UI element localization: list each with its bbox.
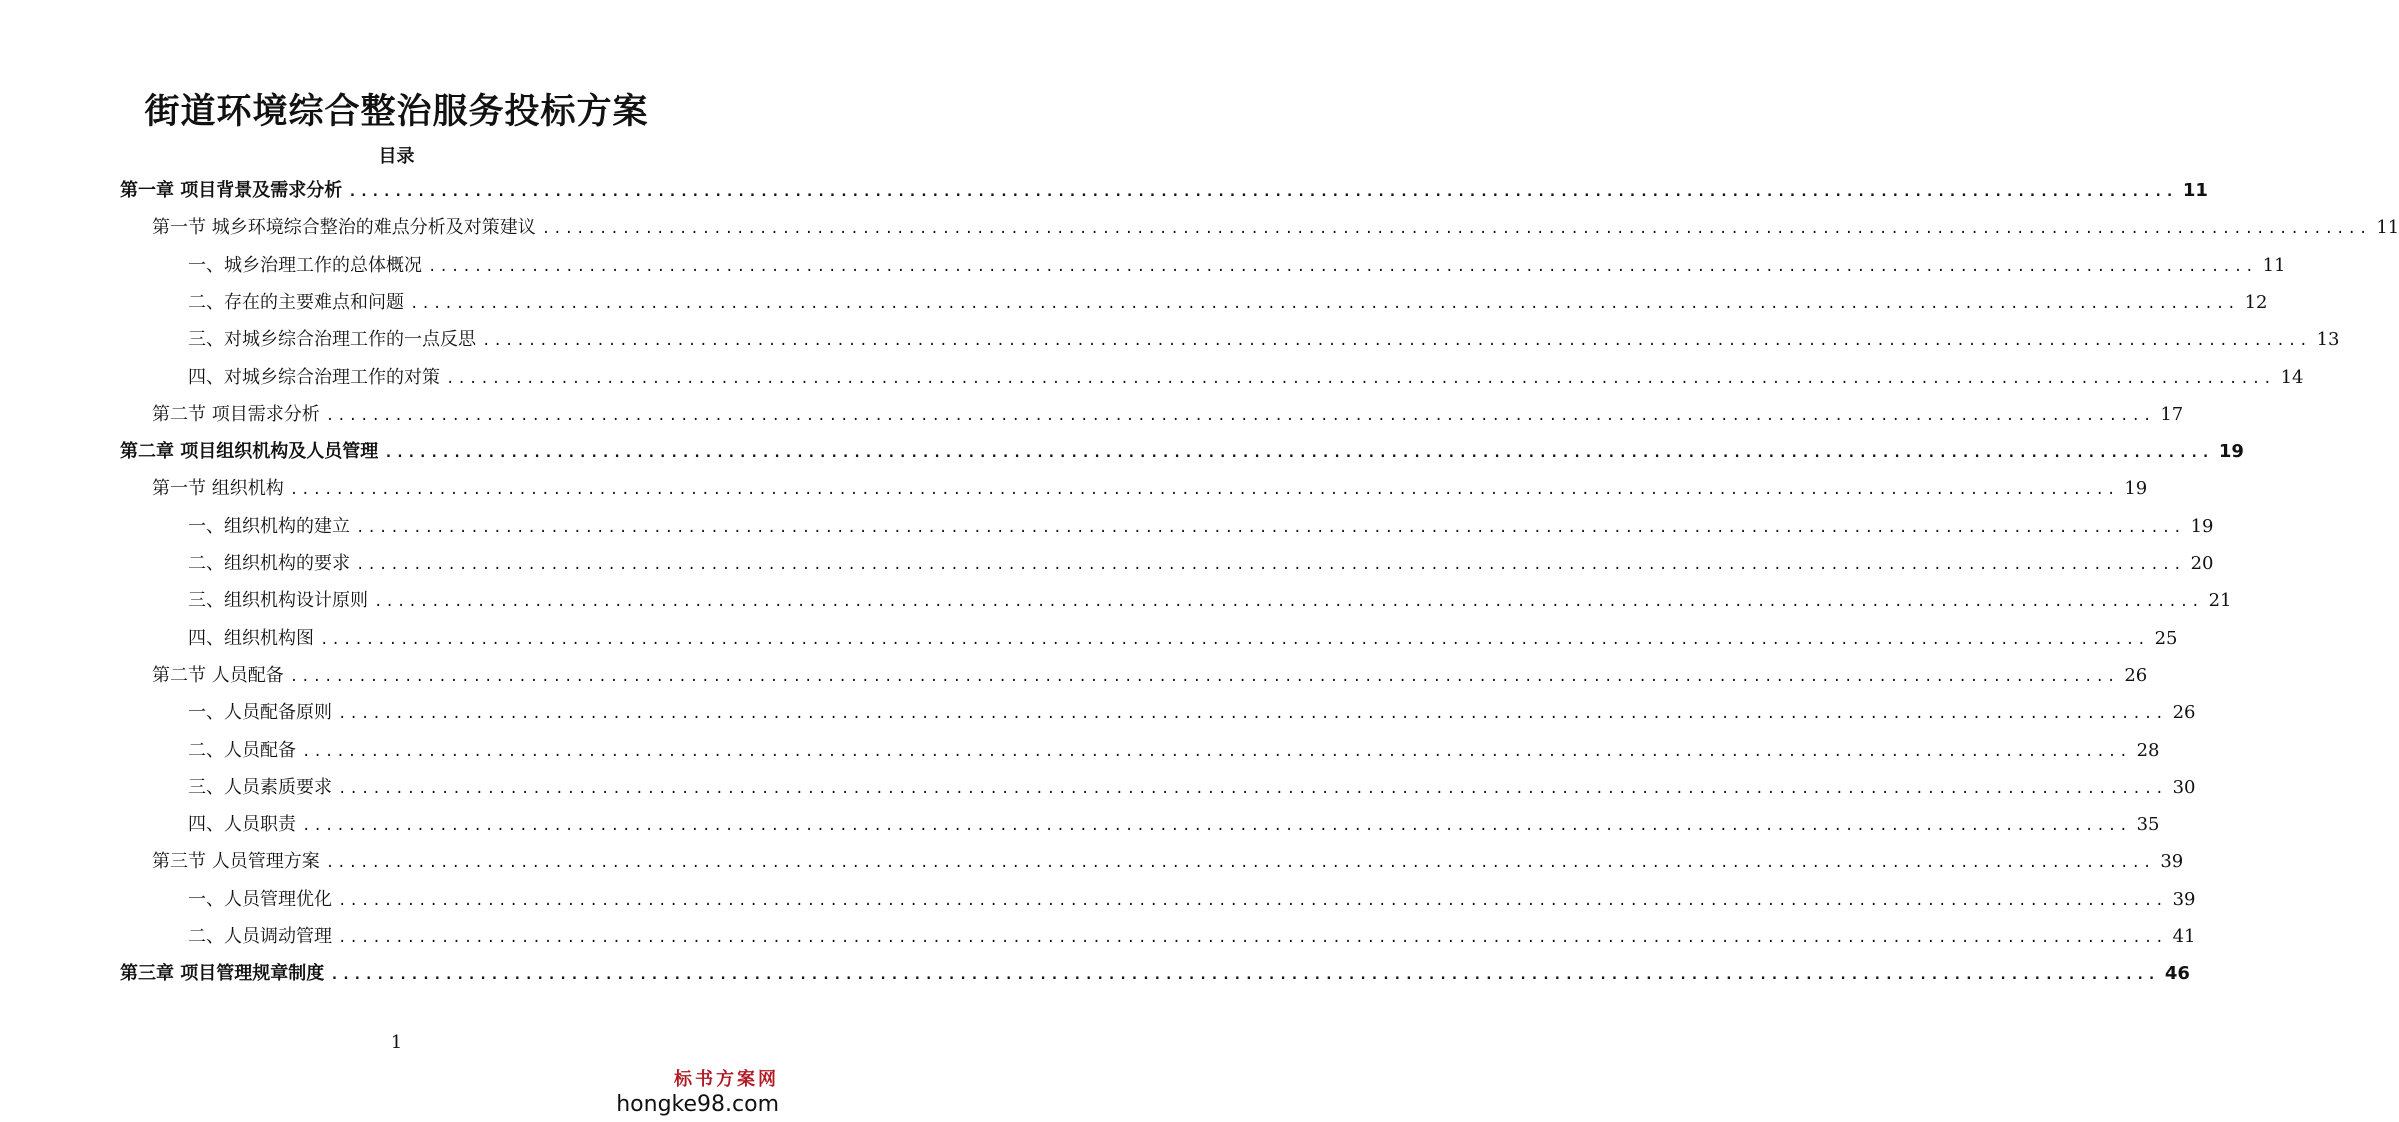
toc-entry-label: 一、人员配备原则 [188,702,332,724]
toc-entry-label: 第三章 项目管理规章制度 [120,963,325,985]
toc-dot-leader: ................................................................................................................................................................ [302,818,2131,835]
toc-dot-leader: ................................................................................................................................................................ [410,295,2239,312]
toc-entry-page: 46 [2164,963,2190,985]
toc-entry-label: 第一节 城乡环境综合整治的难点分析及对策建议 [152,217,536,239]
toc-entry-page: 26 [2172,702,2196,724]
toc-entry-page: 39 [2172,888,2196,910]
toc-entry-label: 四、组织机构图 [188,627,314,649]
toc-dot-leader: ................................................................................................................................................................ [356,557,2185,573]
toc-dot-leader: ................................................................................................................................................................ [374,594,2203,611]
toc-entry[interactable] [188,288,2268,318]
toc-entry-page: 21 [2208,590,2232,612]
toc-dot-leader: ................................................................................................................................................................ [482,333,2311,350]
toc-entry-label: 二、组织机构的要求 [188,553,350,574]
toc-entry-page: 28 [2136,739,2160,761]
toc-entry-label: 三、组织机构设计原则 [188,590,368,612]
toc-entry-label: 第一章 项目背景及需求分析 [120,180,343,201]
toc-entry-page: 26 [2124,664,2148,686]
toc-dot-leader: ................................................................................................................................................................ [330,967,2159,984]
toc-entry[interactable] [152,661,2148,691]
toc-entry-page: 19 [2190,515,2214,537]
toc-dot-leader: ................................................................................................................................................................ [302,743,2131,760]
toc-entry-page: 19 [2124,478,2148,500]
toc-entry[interactable] [188,624,2178,654]
toc-entry-page: 12 [2244,291,2268,313]
toc-entry[interactable] [152,213,2399,243]
toc-dot-leader: ................................................................................................................................................................ [446,370,2275,387]
toc-dot-leader: ................................................................................................................................................................ [325,407,2155,424]
watermark-brand: 标书方案网 [674,1069,779,1090]
toc-entry-page: 20 [2190,553,2214,574]
toc-entry-label: 一、城乡治理工作的总体概况 [188,254,422,276]
toc-entry[interactable] [188,549,2214,579]
toc-entry-page: 11 [2182,180,2208,201]
toc-entry-label: 四、人员职责 [188,814,296,836]
toc-entry[interactable] [152,474,2148,504]
toc-entry-label: 三、对城乡综合治理工作的一点反思 [188,329,476,351]
toc-entry-label: 三、人员素质要求 [188,776,332,798]
toc-entry-label: 一、人员管理优化 [188,888,332,910]
toc-dot-leader: ................................................................................................................................................................ [338,892,2167,909]
toc-entry[interactable] [152,847,2184,877]
toc-entry-label: 二、人员调动管理 [188,926,332,947]
toc-entry-label: 二、人员配备 [188,739,296,761]
toc-dot-leader: ................................................................................................................................................................ [338,780,2167,797]
toc-entry-page: 35 [2136,814,2160,836]
toc-entry[interactable] [120,176,2208,206]
toc-dot-leader: ................................................................................................................................................................ [338,930,2167,946]
watermark [616,1068,779,1118]
toc-entry-page: 30 [2172,776,2196,798]
toc-entry-label: 一、组织机构的建立 [188,515,350,537]
toc-dot-leader: ................................................................................................................................................................ [320,631,2149,648]
toc-entry[interactable] [152,400,2184,430]
toc-entry[interactable] [188,251,2286,281]
toc-entry-label: 第三节 人员管理方案 [152,851,320,873]
toc-entry-label: 第二节 项目需求分析 [152,403,320,425]
toc-entry[interactable] [188,736,2160,766]
toc-entry[interactable] [188,325,2340,355]
toc-entry[interactable] [188,773,2196,803]
toc-entry-label: 第一节 组织机构 [152,478,284,500]
toc-entry-page: 39 [2160,851,2184,873]
toc-dot-leader: ................................................................................................................................................................ [356,519,2185,536]
toc-entry-label: 第二节 人员配备 [152,664,284,686]
page-number: 1 [390,1032,403,1053]
toc-entry-page: 41 [2172,926,2196,947]
toc-dot-leader: ................................................................................................................................................................ [289,482,2119,499]
toc-entry[interactable] [120,437,2244,467]
toc-entry-page: 11 [2262,254,2286,276]
toc-entry[interactable] [188,586,2232,616]
toc-entry[interactable] [188,512,2214,542]
toc-entry-label: 二、存在的主要难点和问题 [188,291,404,313]
toc-entry-page: 25 [2154,627,2178,649]
toc-heading: 目录 [378,146,415,167]
toc-entry-label: 第二章 项目组织机构及人员管理 [120,441,379,463]
toc-dot-leader: ................................................................................................................................................................ [289,668,2119,685]
toc-entry[interactable] [188,363,2304,393]
toc-entry[interactable] [120,959,2190,989]
toc-entry-label: 四、对城乡综合治理工作的对策 [188,366,440,388]
toc-entry[interactable] [188,885,2196,915]
toc-entry-page: 17 [2160,403,2184,425]
toc-entry[interactable] [188,922,2196,952]
toc-entry-page: 14 [2280,366,2304,388]
toc-entry[interactable] [188,810,2160,840]
toc-dot-leader: ................................................................................................................................................................ [338,706,2167,723]
watermark-url: hongke98.com [616,1092,779,1117]
toc-dot-leader: ................................................................................................................................................................ [348,184,2177,200]
toc-dot-leader: ................................................................................................................................................................ [428,258,2257,275]
toc-entry-page: 19 [2218,441,2244,463]
toc-entry[interactable] [188,698,2196,728]
toc-dot-leader: ................................................................................................................................................................ [384,445,2213,462]
toc-dot-leader: ................................................................................................................................................................ [541,221,2371,238]
toc-entry-page: 13 [2316,329,2340,351]
document-title: 街道环境综合整治服务投标方案 [144,92,649,132]
toc-entry-page: 11 [2376,217,2399,239]
toc-dot-leader: ................................................................................................................................................................ [325,855,2155,872]
